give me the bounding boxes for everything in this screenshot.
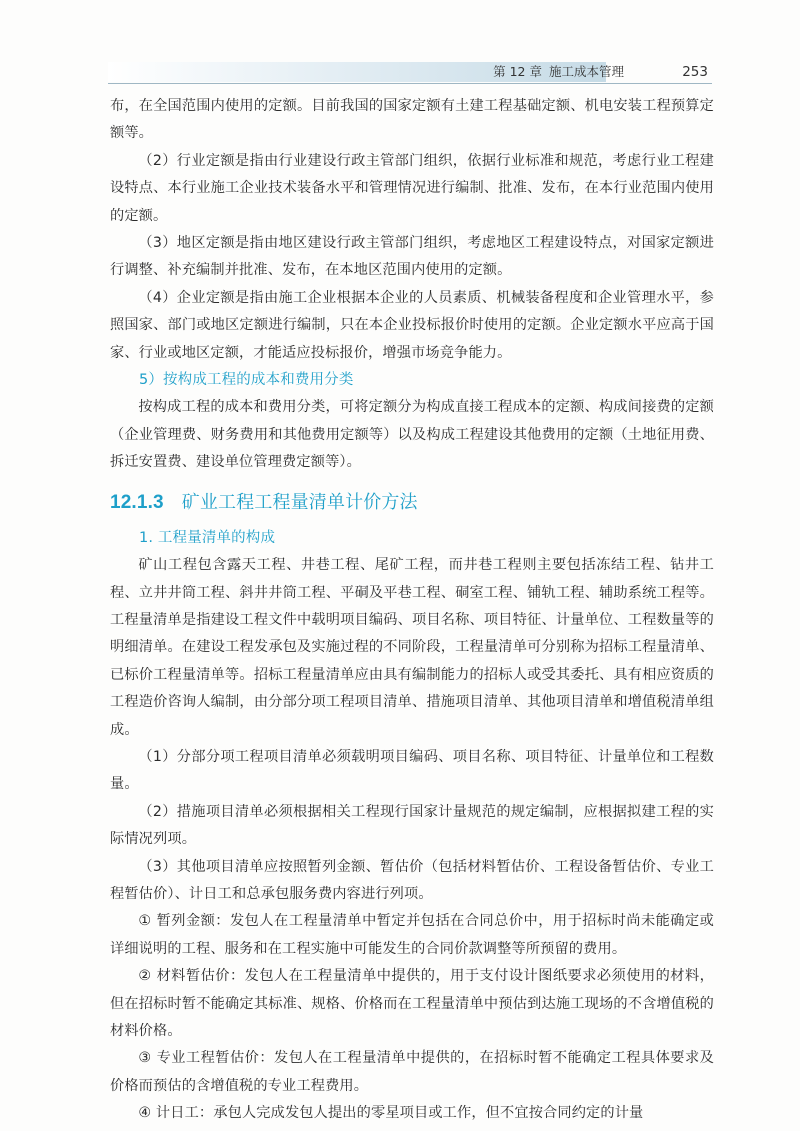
section-heading — [110, 483, 714, 523]
paragraph-bill-composition: 矿山工程包含露天工程、井巷工程、尾矿工程，而井巷工程则主要包括冻结工程、钻井工程、立井井筒工程、斜井井筒工程、平硐及平巷工程、硐室工程、铺轨工程、辅助系统工程等。工程量清单是指建设工程文件中载明项目编码、项目名称、项目特征、计量单位、工程数量等的明细清单。在建设工程发承包及实施过程的不同阶段，工程量清单可分别称为招标工程量清单、已标价工程量清单等。招标工程量清单应由具有编制能力的招标人或受其委托、具有相应资质的工程造价咨询人编制，由分部分项工程项目清单、措施项目清单、其他项目清单和增值税清单组成。 — [110, 557, 714, 738]
subheading-cost-classification: 5）按构成工程的成本和费用分类 — [139, 372, 354, 389]
paragraph-provisional-sum: ① 暂列金额：发包人在工程量清单中暂定并包括在合同总价中，用于招标时尚未能确定或详细说明的工程、服务和在工程实施中可能发生的合同价款调整等所预留的费用。 — [110, 913, 714, 957]
page-body — [110, 93, 714, 1128]
header-rule — [108, 83, 712, 84]
paragraph-enterprise-quota: （4）企业定额是指由施工企业根据本企业的人员素质、机械装备程度和企业管理水平，参照国家、部门或地区定额进行编制，只在本企业投标报价时使用的定额。企业定额水平应高于国家、行业或地区定额，才能适应投标报价，增强市场竞争能力。 — [110, 289, 714, 361]
paragraph-daywork: ④ 计日工：承包人完成发包人提出的零星项目或工作，但不宜按合同约定的计量 — [138, 1105, 644, 1122]
paragraph-material-estimate: ② 材料暂估价：发包人在工程量清单中提供的，用于支付设计图纸要求必须使用的材料，但在招标时暂不能确定其标准、规格、价格而在工程量清单中预估到达施工现场的不含增值税的材料价格。 — [110, 968, 714, 1039]
section-title: 矿业工程工程量清单计价方法 — [181, 491, 418, 513]
chapter-number: 第 12 章 — [493, 64, 542, 79]
paragraph-measure-list: （2）措施项目清单必须根据相关工程现行国家计量规范的规定编制，应根据拟建工程的实际情况列项。 — [110, 803, 714, 848]
section-number: 12.1.3 — [110, 491, 164, 513]
paragraph-other-list: （3）其他项目清单应按照暂列金额、暂估价（包括材料暂估价、工程设备暂估价、专业工程暂估价）、计日工和总承包服务费内容进行列项。 — [110, 858, 714, 902]
paragraph-cost-classification: 按构成工程的成本和费用分类，可将定额分为构成直接工程成本的定额、构成间接费的定额（企业管理费、财务费用和其他费用定额等）以及构成工程建设其他费用的定额（土地征用费、拆迁安置费、建设单位管理费定额等）。 — [110, 399, 714, 471]
paragraph-continued: 布，在全国范围内使用的定额。目前我国的国家定额有土建工程基础定额、机电安装工程预算定额等。 — [110, 98, 714, 142]
chapter-label — [486, 62, 624, 82]
paragraph-industry-quota: （2）行业定额是指由行业建设行政主管部门组织，依据行业标准和规范，考虑行业工程建设特点、本行业施工企业技术装备水平和管理情况进行编制、批准、发布，在本行业范围内使用的定额。 — [110, 152, 714, 224]
paragraph-item-list: （1）分部分项工程项目清单必须载明项目编码、项目名称、项目特征、计量单位和工程数量。 — [110, 748, 714, 793]
running-header — [108, 62, 712, 86]
subheading-bill-composition: 1. 工程量清单的构成 — [139, 529, 276, 546]
chapter-title: 施工成本管理 — [548, 64, 624, 79]
paragraph-specialty-estimate: ③ 专业工程暂估价：发包人在工程量清单中提供的，在招标时暂不能确定工程具体要求及价格而预估的含增值税的专业工程费用。 — [110, 1050, 714, 1094]
paragraph-regional-quota: （3）地区定额是指由地区建设行政主管部门组织，考虑地区工程建设特点，对国家定额进行调整、补充编制并批准、发布，在本地区范围内使用的定额。 — [110, 235, 714, 279]
page-number: 253 — [682, 64, 708, 80]
